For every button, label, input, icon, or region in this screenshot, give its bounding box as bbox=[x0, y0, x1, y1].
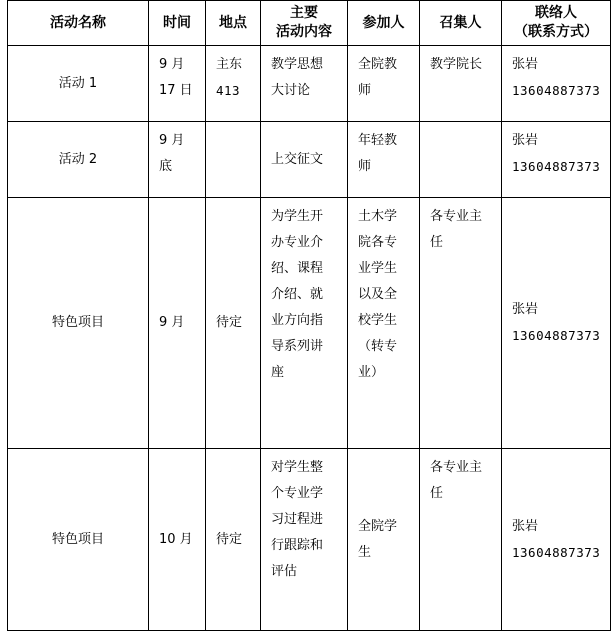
activity-time bbox=[149, 449, 206, 631]
content-line: 为学生开 bbox=[271, 209, 324, 224]
time-line: 9 月 bbox=[159, 315, 185, 330]
activity-contact bbox=[502, 46, 611, 122]
header-participants: 参加人 bbox=[348, 1, 420, 46]
table-row bbox=[8, 449, 611, 631]
activity-time bbox=[149, 46, 206, 122]
contact-name: 张岩 bbox=[512, 133, 539, 148]
contact-name: 张岩 bbox=[512, 518, 539, 534]
activity-contact bbox=[502, 449, 611, 631]
activity-content bbox=[261, 122, 348, 198]
activity-name: 活动 1 bbox=[8, 46, 149, 122]
content-line: 习过程进 bbox=[271, 512, 324, 527]
contact-phone: 13604887373 bbox=[512, 159, 601, 174]
activity-place bbox=[206, 46, 261, 122]
activity-content bbox=[261, 198, 348, 449]
time-line: 底 bbox=[159, 159, 173, 174]
time-line: 10 月 bbox=[159, 531, 193, 547]
header-contact-line2: （联系方式） bbox=[514, 24, 598, 40]
place-line: 主东 bbox=[216, 57, 243, 72]
participants-line: 校学生 bbox=[358, 313, 398, 328]
table-row bbox=[8, 198, 611, 449]
header-time: 时间 bbox=[149, 1, 206, 46]
content-line: 行跟踪和 bbox=[271, 538, 324, 553]
participants-line: 业） bbox=[358, 365, 385, 380]
contact-phone: 13604887373 bbox=[512, 544, 601, 560]
content-line: 大讨论 bbox=[271, 83, 311, 98]
contact-name: 张岩 bbox=[512, 57, 539, 72]
activity-convener bbox=[420, 198, 502, 449]
activity-place bbox=[206, 198, 261, 449]
time-line: 9 月 bbox=[159, 57, 185, 72]
activity-content bbox=[261, 449, 348, 631]
place-line: 待定 bbox=[216, 531, 243, 547]
header-content bbox=[261, 1, 348, 46]
activity-table bbox=[7, 0, 611, 631]
convener-line: 各专业主 bbox=[430, 209, 483, 224]
contact-name: 张岩 bbox=[512, 302, 539, 317]
content-line: 个专业学 bbox=[271, 486, 324, 501]
convener-line: 各专业主 bbox=[430, 460, 483, 475]
header-place: 地点 bbox=[206, 1, 261, 46]
table-row bbox=[8, 46, 611, 122]
activity-participants bbox=[348, 449, 420, 631]
content-line: 业方向指 bbox=[271, 313, 324, 328]
participants-line: （转专 bbox=[358, 339, 398, 354]
place-line: 413 bbox=[216, 83, 241, 98]
activity-name: 活动 2 bbox=[8, 122, 149, 198]
activity-name: 特色项目 bbox=[8, 198, 149, 449]
activity-participants bbox=[348, 46, 420, 122]
content-line: 座 bbox=[271, 365, 285, 380]
activity-convener bbox=[420, 122, 502, 198]
activity-contact bbox=[502, 198, 611, 449]
convener-line: 任 bbox=[430, 235, 444, 250]
header-row bbox=[8, 1, 611, 46]
activity-name: 特色项目 bbox=[8, 449, 149, 631]
participants-line: 全院学 bbox=[358, 518, 398, 534]
table-row bbox=[8, 122, 611, 198]
participants-line: 师 bbox=[358, 159, 372, 174]
participants-line: 院各专 bbox=[358, 235, 398, 250]
header-content-line1: 主要 bbox=[290, 5, 318, 21]
header-contact bbox=[502, 1, 611, 46]
participants-line: 师 bbox=[358, 83, 372, 98]
place-line: 待定 bbox=[216, 315, 243, 330]
activity-place bbox=[206, 449, 261, 631]
activity-time bbox=[149, 198, 206, 449]
participants-line: 土木学 bbox=[358, 209, 398, 224]
content-line: 绍、课程 bbox=[271, 261, 324, 276]
content-line: 上交征文 bbox=[271, 151, 324, 167]
content-line: 介绍、就 bbox=[271, 287, 324, 302]
content-line: 评估 bbox=[271, 564, 298, 579]
header-convener: 召集人 bbox=[420, 1, 502, 46]
time-line: 17 日 bbox=[159, 83, 193, 98]
content-line: 对学生整 bbox=[271, 460, 324, 475]
participants-line: 全院教 bbox=[358, 57, 398, 72]
contact-phone: 13604887373 bbox=[512, 328, 601, 343]
activity-place bbox=[206, 122, 261, 198]
participants-line: 年轻教 bbox=[358, 133, 398, 148]
activity-time bbox=[149, 122, 206, 198]
convener-line: 教学院长 bbox=[430, 57, 483, 72]
header-name: 活动名称 bbox=[8, 1, 149, 46]
participants-line: 生 bbox=[358, 544, 372, 560]
activity-participants bbox=[348, 198, 420, 449]
content-line: 导系列讲 bbox=[271, 339, 324, 354]
content-line: 办专业介 bbox=[271, 235, 324, 250]
participants-line: 业学生 bbox=[358, 261, 398, 276]
contact-phone: 13604887373 bbox=[512, 83, 601, 98]
header-contact-line1: 联络人 bbox=[535, 5, 577, 21]
time-line: 9 月 bbox=[159, 133, 185, 148]
activity-convener bbox=[420, 46, 502, 122]
activity-contact bbox=[502, 122, 611, 198]
content-line: 教学思想 bbox=[271, 57, 324, 72]
activity-convener bbox=[420, 449, 502, 631]
activity-content bbox=[261, 46, 348, 122]
activity-participants bbox=[348, 122, 420, 198]
header-content-line2: 活动内容 bbox=[276, 24, 332, 40]
convener-line: 任 bbox=[430, 486, 444, 501]
participants-line: 以及全 bbox=[358, 287, 398, 302]
